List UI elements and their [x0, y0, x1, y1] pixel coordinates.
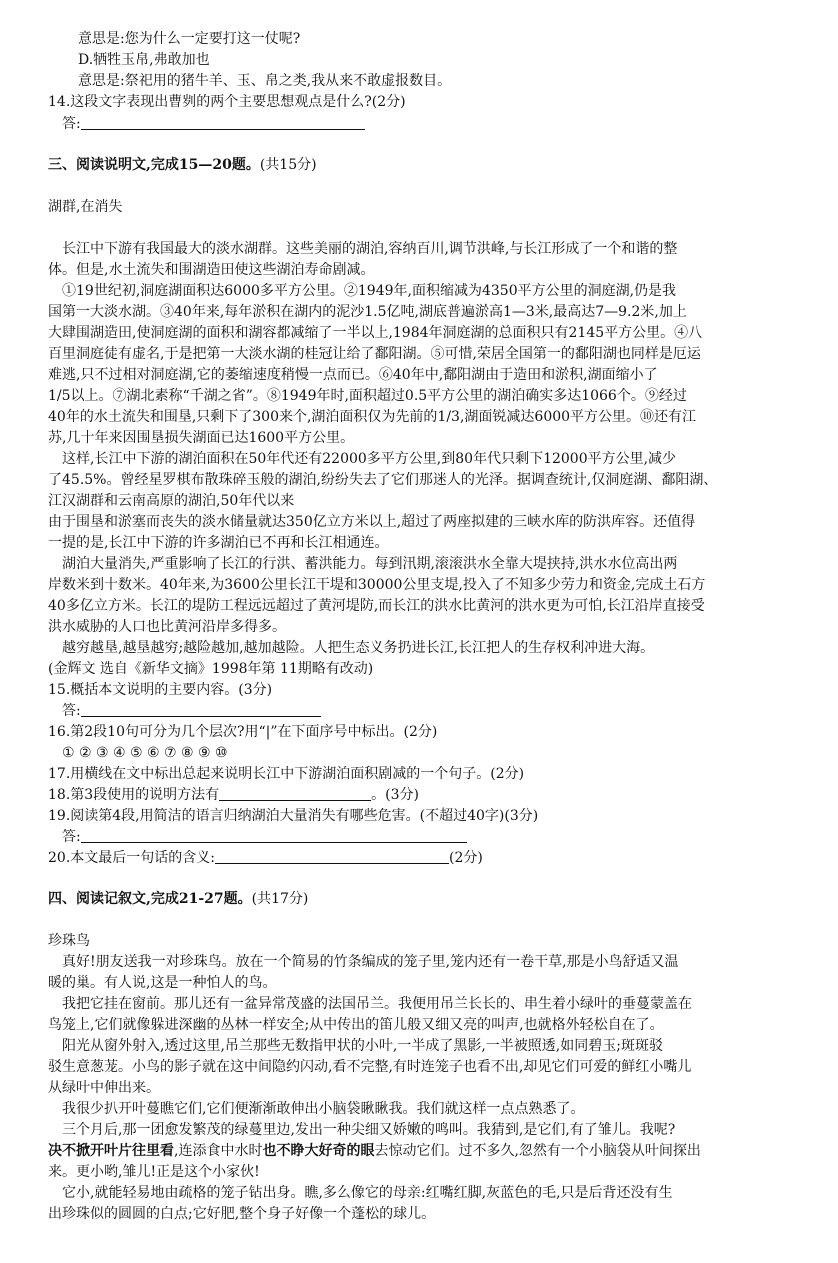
meaning-d: 意思是:祭祀用的猪牛羊、玉、帛之类,我从来不敢虚报数目。 — [78, 73, 452, 89]
para-line: 岸数米到十数米。40年来,为3600公里长江干堤和30000公里支堤,投入了不知多少劳力和资金,完成土石方 — [48, 577, 706, 593]
para-line: ①19世纪初,洞庭湖面积达6000多平方公里。②1949年,面积缩减为4350平方公里的洞庭湖,仍是我 — [62, 283, 677, 299]
story-line: 我把它挂在窗前。那儿还有一盆异常茂盛的法国吊兰。我便用吊兰长长的、串生着小绿叶的垂蔓蒙盖在 — [62, 996, 692, 1012]
para-line: 1/5以上。⑦湖北素称“千湖之省”。⑧1949年时,面积超过0.5平方公里的湖泊确实多达1066个。⑨经过 — [48, 388, 687, 404]
para-line: 40多亿立方米。长江的堤防工程远远超过了黄河堤防,而长江的洪水比黄河的洪水更为可怕,长江沿岸直接受 — [48, 598, 705, 614]
answer-blank[interactable] — [219, 785, 371, 801]
para-line: 湖泊大量消失,严重影响了长江的行洪、蓄洪能力。每到汛期,滚滚洪水全靠大堤挟持,洪水水位高出两 — [62, 556, 678, 572]
article-source: (金辉文 选自《新华文摘》1998年第 11期略有改动) — [48, 661, 374, 677]
story-line: 真好!朋友送我一对珍珠鸟。放在一个简易的竹条编成的笼子里,笼内还有一卷干草,那是小鸟舒适又温 — [62, 954, 679, 970]
answer-label: 答: — [62, 703, 81, 719]
section-4-title: 四、阅读记叙文,完成21-27题。 — [48, 891, 252, 907]
question-16-numbers: ① ② ③ ④ ⑤ ⑥ ⑦ ⑧ ⑨ ⑩ — [62, 745, 228, 761]
para-line: 长江中下游有我国最大的淡水湖群。这些美丽的湖泊,容纳百川,调节洪峰,与长江形成了一个和谐的整 — [62, 241, 678, 257]
story-line: 三个月后,那一团愈发繁茂的绿蔓里边,发出一种尖细又娇嫩的鸣叫。我猜到,是它们,有了雏儿。我呢? — [62, 1122, 676, 1138]
para-line: 越穷越垦,越垦越穷;越险越加,越加越险。人把生态义务扔进长江,长江把人的生存权利冲进大海。 — [62, 640, 655, 656]
question-18-points: 。(3分) — [371, 787, 420, 803]
answer-19 — [62, 827, 814, 848]
bold-phrase: 决不掀开叶片往里看 — [48, 1143, 174, 1159]
para-line: 这样,长江中下游的湖泊面积在50年代还有22000多平方公里,到80年代只剩下12000平方公里,减少 — [62, 451, 677, 467]
para-line: 百里洞庭徒有虚名,于是把第一大淡水湖的桂冠让给了鄱阳湖。⑤可惜,荣居全国第一的鄱阳湖也同样是厄运 — [48, 346, 701, 362]
bold-phrase: 也不睁大好奇的眼 — [262, 1143, 375, 1159]
para-line: 难逃,只不过相对洞庭湖,它的萎缩速度稍慢一点而已。⑥40年中,鄱阳湖由于造田和淤积,湖面缩小了 — [48, 367, 658, 383]
answer-blank[interactable] — [81, 701, 321, 717]
question-14: 14.这段文字表现出曹刿的两个主要思想观点是什么?(2分) — [48, 94, 406, 110]
answer-blank[interactable] — [215, 848, 449, 864]
answer-label: 答: — [62, 829, 81, 845]
answer-blank[interactable] — [81, 827, 467, 843]
story-line: 从绿叶中伸出来。 — [48, 1080, 160, 1096]
question-19: 19.阅读第4段,用简洁的语言归纳湖泊大量消失有哪些危害。(不超过40字)(3分) — [48, 808, 539, 824]
para-line: 苏,几十年来因围垦损失湖面已达1600平方公里。 — [48, 430, 355, 446]
para-line: 江汉湖群和云南高原的湖泊,50年代以来 — [48, 493, 295, 509]
story-line: 驳生意葱茏。小鸟的影子就在这中间隐约闪动,看不完整,有时连笼子也看不出,却见它们可爱的鲜红小嘴儿 — [48, 1059, 692, 1075]
story-line: 它小,就能轻易地由疏格的笼子钻出身。瞧,多么像它的母亲:红嘴红脚,灰蓝色的毛,只是后背还没有生 — [62, 1185, 673, 1201]
article-title: 湖群,在消失 — [48, 199, 123, 215]
para-line: 40年的水土流失和围垦,只剩下了300来个,湖泊面积仅为先前的1/3,湖面锐减达6000平方公里。⑩还有江 — [48, 409, 697, 425]
story-line: 我很少扒开叶蔓瞧它们,它们便渐渐敢伸出小脑袋瞅瞅我。我们就这样一点点熟悉了。 — [62, 1101, 585, 1117]
answer-blank[interactable] — [81, 114, 365, 130]
para-line: 国第一大淡水湖。③40年来,每年淤积在湖内的泥沙1.5亿吨,湖底普遍淤高1—3米,最高达7—9.2米,加上 — [48, 304, 687, 320]
story-line: 来。更小哟,雏儿!正是这个小家伙! — [48, 1164, 260, 1180]
story-line: 阳光从窗外射入,透过这里,吊兰那些无数指甲状的小叶,一半成了黑影,一半被照透,如同碧玉;斑斑驳 — [62, 1038, 663, 1054]
section-3-points: (共15分) — [259, 157, 317, 173]
question-18 — [48, 785, 800, 806]
para-line: 洪水威胁的人口也比黄河沿岸多得多。 — [48, 619, 286, 635]
option-d: D.牺牲玉帛,弗敢加也 — [78, 52, 210, 68]
question-17: 17.用横线在文中标出总起来说明长江中下游湖泊面积剧减的一个句子。(2分) — [48, 766, 525, 782]
answer-14 — [62, 114, 814, 135]
story-line-emphasis — [48, 1141, 800, 1162]
para-line: 由于围垦和淤塞而丧失的淡水储量就达350亿立方米以上,超过了两座拟建的三峡水库的防洪库容。还值得 — [48, 514, 696, 530]
question-18-text: 18.第3段使用的说明方法有 — [48, 787, 220, 803]
story-line: 出珍珠似的圆圆的白点;它好肥,整个身子好像一个蓬松的球儿。 — [48, 1206, 436, 1222]
section-3-title: 三、阅读说明文,完成15—20题。 — [48, 157, 260, 173]
story-text: ,连添食中水时 — [174, 1143, 263, 1159]
para-line: 体。但是,水土流失和围湖造田使这些湖泊寿命剧减。 — [48, 262, 375, 278]
question-15: 15.概括本文说明的主要内容。(3分) — [48, 682, 273, 698]
question-20 — [48, 848, 800, 869]
para-line: 一提的是,长江中下游的许多湖泊已不再和长江相通连。 — [48, 535, 389, 551]
story-line: 暖的巢。有人说,这是一种怕人的鸟。 — [48, 975, 277, 991]
question-20-text: 20.本文最后一句话的含义: — [48, 850, 215, 866]
para-line: 大肆围湖造田,使洞庭湖的面积和湖容都减缩了一半以上,1984年洞庭湖的总面积只有2145平方公里。④八 — [48, 325, 703, 341]
question-16: 16.第2段10句可分为几个层次?用“|”在下面序号中标出。(2分) — [48, 724, 438, 740]
para-line: 了45.5%。曾经星罗棋布散珠碎玉般的湖泊,纷纷失去了它们那迷人的光泽。据调查统计,仅洞庭湖、鄱阳湖、 — [48, 472, 718, 488]
question-20-points: (2分) — [448, 850, 483, 866]
story-text: 去惊动它们。过不多久,忽然有一个小脑袋从叶间探出 — [374, 1143, 701, 1159]
section-3-heading — [48, 155, 800, 176]
section-4-points: (共17分) — [251, 891, 309, 907]
answer-label: 答: — [62, 116, 81, 132]
section-4-heading — [48, 889, 800, 910]
meaning-c: 意思是:您为什么一定要打这一仗呢? — [78, 31, 301, 47]
answer-15 — [62, 701, 814, 722]
story-title: 珍珠鸟 — [48, 933, 90, 949]
story-line: 鸟笼上,它们就像躲进深幽的丛林一样安全;从中传出的笛儿般又细又亮的叫声,也就格外轻松自在了。 — [48, 1017, 664, 1033]
